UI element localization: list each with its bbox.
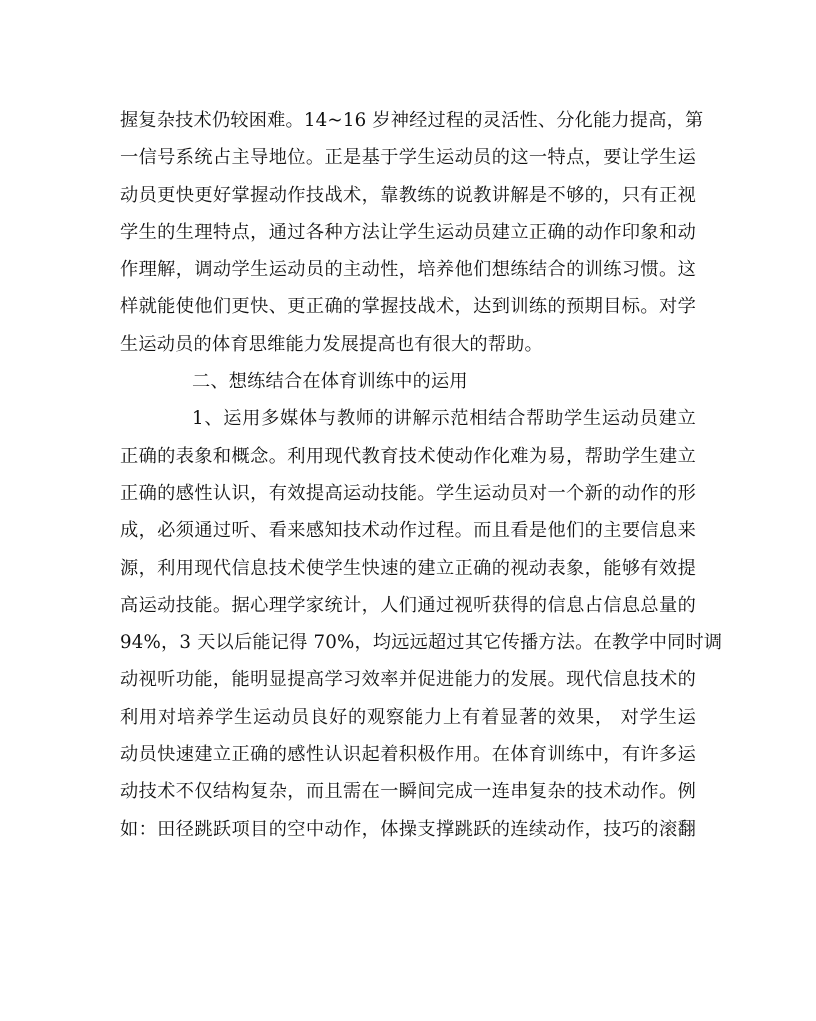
text-line: 利用对培养学生运动员良好的观察能力上有着显著的效果， 对学生运 bbox=[120, 706, 696, 728]
paragraph-1 bbox=[120, 102, 704, 363]
text-line: 动技术不仅结构复杂，而且需在一瞬间完成一连串复杂的技术动作。例 bbox=[120, 781, 696, 803]
text-line: 正确的感性认识，有效提高运动技能。学生运动员对一个新的动作的形 bbox=[120, 482, 696, 504]
paragraph-2 bbox=[120, 400, 723, 848]
text-line: 样就能使他们更快、更正确的掌握技战术，达到训练的预期目标。对学 bbox=[120, 296, 696, 318]
text-line: 生运动员的体育思维能力发展提高也有很大的帮助。 bbox=[120, 333, 543, 355]
text-line: 动员更快更好掌握动作技战术，靠教练的说教讲解是不够的，只有正视 bbox=[120, 184, 696, 206]
text-line: 成，必须通过听、看来感知技术动作过程。而且看是他们的主要信息来 bbox=[120, 520, 696, 542]
text-line: 作理解，调动学生运动员的主动性，培养他们想练结合的训练习惯。这 bbox=[120, 259, 696, 281]
text-line: 动视听功能，能明显提高学习效率并促进能力的发展。现代信息技术的 bbox=[120, 669, 696, 691]
text-line: 学生的生理特点，通过各种方法让学生运动员建立正确的动作印象和动 bbox=[120, 221, 696, 243]
text-line: 1、运用多媒体与教师的讲解示范相结合帮助学生运动员建立 bbox=[192, 408, 696, 430]
text-line: 一信号系统占主导地位。正是基于学生运动员的这一特点，要让学生运 bbox=[120, 147, 696, 169]
text-line: 动员快速建立正确的感性认识起着积极作用。在体育训练中，有许多运 bbox=[120, 744, 696, 766]
document-body bbox=[120, 102, 723, 848]
text-line: 94%，3 天以后能记得 70%，均远远超过其它传播方法。在教学中同时调 bbox=[120, 632, 723, 654]
text-line: 源，利用现代信息技术使学生快速的建立正确的视动表象，能够有效提 bbox=[120, 557, 696, 579]
section-heading: 二、想练结合在体育训练中的运用 bbox=[192, 371, 468, 393]
text-line: 高运动技能。据心理学家统计，人们通过视听获得的信息占信息总量的 bbox=[120, 594, 696, 616]
text-line: 如：田径跳跃项目的空中动作，体操支撑跳跃的连续动作，技巧的滚翻 bbox=[120, 818, 696, 840]
text-line: 握复杂技术仍较困难。14~16 岁神经过程的灵活性、分化能力提高，第 bbox=[120, 110, 704, 131]
text-line: 正确的表象和概念。利用现代教育技术使动作化难为易，帮助学生建立 bbox=[120, 445, 696, 467]
